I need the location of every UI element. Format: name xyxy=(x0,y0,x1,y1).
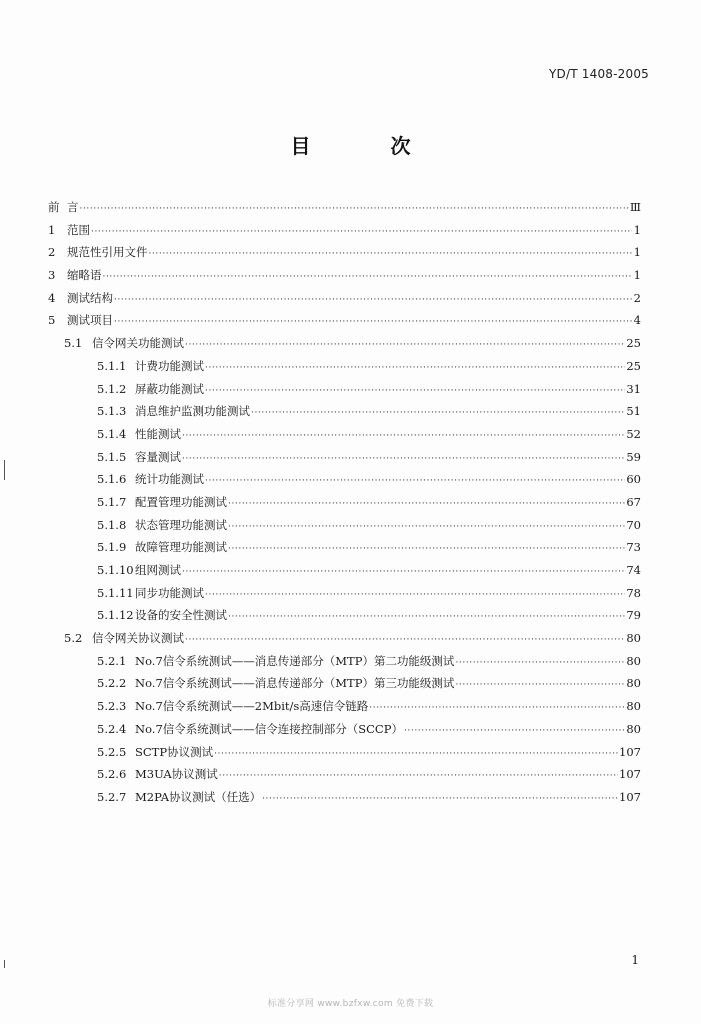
toc-entry[interactable] xyxy=(48,423,641,446)
toc-dot-leader xyxy=(228,516,625,539)
toc-entry-number: 5.2.3 xyxy=(97,699,127,714)
toc-entry-number: 5.1.3 xyxy=(97,404,127,419)
toc-dot-leader xyxy=(262,788,618,811)
toc-entry-page: Ⅲ xyxy=(629,200,641,214)
toc-entry-number: 5.1.11 xyxy=(97,585,134,600)
toc-entry-title: 信令网关协议测试 xyxy=(92,631,184,646)
toc-entry-number: 5.2.1 xyxy=(97,653,127,668)
toc-dot-leader xyxy=(185,629,625,652)
toc-entry[interactable] xyxy=(48,355,641,378)
toc-entry-title: 同步功能测试 xyxy=(135,585,204,600)
toc-dot-leader xyxy=(228,538,625,561)
toc-dot-leader xyxy=(205,380,625,403)
toc-entry-page: 2 xyxy=(633,290,641,305)
toc-entry-title: 设备的安全性测试 xyxy=(135,608,227,623)
toc-dot-leader xyxy=(228,606,625,629)
toc-entry-title: M3UA协议测试 xyxy=(135,767,218,782)
toc-entry[interactable] xyxy=(48,559,641,582)
toc-entry[interactable] xyxy=(48,264,641,287)
toc-entry-page: 4 xyxy=(633,313,641,328)
toc-entry-title: No.7信令系统测试——消息传递部分（MTP）第二功能级测试 xyxy=(135,653,455,668)
toc-entry[interactable] xyxy=(48,786,641,809)
toc-entry-title: M2PA协议测试（任选） xyxy=(135,789,262,804)
toc-entry-number: 5.1.9 xyxy=(97,540,127,555)
standard-code: YD/T 1408-2005 xyxy=(549,67,649,81)
toc-entry-title: 言 xyxy=(67,200,79,214)
toc-entry-page: 59 xyxy=(626,449,641,464)
toc-entry-page: 78 xyxy=(626,585,641,600)
toc-entry-title: 配置管理功能测试 xyxy=(135,494,227,509)
toc-entry-number: 3 xyxy=(48,268,56,283)
toc-entry-page: 67 xyxy=(626,494,641,509)
toc-entry-number: 5.2.6 xyxy=(97,767,127,782)
toc-entry-page: 60 xyxy=(626,472,641,487)
toc-entry-number: 5.2 xyxy=(64,631,83,646)
toc-entry[interactable] xyxy=(48,514,641,537)
toc-dot-leader xyxy=(114,311,632,334)
page-number: 1 xyxy=(631,953,639,967)
toc-entry[interactable] xyxy=(48,491,641,514)
toc-entry[interactable] xyxy=(48,604,641,627)
toc-dot-leader xyxy=(80,198,629,221)
margin-mark xyxy=(4,960,5,968)
toc-dot-leader xyxy=(185,334,625,357)
toc-entry[interactable] xyxy=(48,446,641,469)
toc-entry-number: 5.1.7 xyxy=(97,494,127,509)
page-title: 目 次 xyxy=(290,134,441,158)
toc-entry-page: 79 xyxy=(626,608,641,623)
toc-entry-page: 80 xyxy=(626,653,641,668)
toc-dot-leader xyxy=(205,584,625,607)
toc-entry-page: 80 xyxy=(626,676,641,691)
toc-entry-title: 测试结构 xyxy=(67,290,113,305)
toc-dot-leader xyxy=(219,765,618,788)
toc-dot-leader xyxy=(103,266,633,289)
toc-dot-leader xyxy=(369,697,625,720)
toc-dot-leader xyxy=(182,425,625,448)
toc-entry-page: 80 xyxy=(626,631,641,646)
toc-entry-page: 1 xyxy=(633,245,641,260)
toc-dot-leader xyxy=(182,448,625,471)
toc-entry[interactable] xyxy=(48,332,641,355)
toc-entry-number: 前 xyxy=(48,200,60,214)
toc-entry[interactable] xyxy=(48,219,641,242)
toc-dot-leader xyxy=(149,243,633,266)
toc-dot-leader xyxy=(214,743,618,766)
toc-entry[interactable] xyxy=(48,763,641,786)
toc-entry-number: 2 xyxy=(48,245,56,260)
toc-entry-page: 31 xyxy=(626,381,641,396)
toc-entry-title: 组网测试 xyxy=(135,563,181,577)
footer-watermark: 标准分享网 www.bzfxw.com 免费下载 xyxy=(267,999,434,1009)
toc-entry-number: 5 xyxy=(48,313,56,328)
toc-entry[interactable] xyxy=(48,672,641,695)
toc-entry-title: 规范性引用文件 xyxy=(67,245,148,260)
toc-dot-leader xyxy=(455,674,625,697)
toc-entry-title: 统计功能测试 xyxy=(135,472,204,487)
toc-entry-number: 5.2.5 xyxy=(97,744,127,759)
toc-entry-title: No.7信令系统测试——消息传递部分（MTP）第三功能级测试 xyxy=(135,676,455,691)
table-of-contents xyxy=(48,196,641,809)
toc-dot-leader xyxy=(251,402,625,425)
toc-entry-page: 1 xyxy=(633,222,641,237)
toc-entry-number: 5.1 xyxy=(64,336,83,351)
toc-entry[interactable] xyxy=(48,627,641,650)
toc-entry-page: 25 xyxy=(626,336,641,351)
toc-entry-page: 70 xyxy=(626,517,641,532)
toc-entry-title: No.7信令系统测试——信令连接控制部分（SCCP） xyxy=(135,721,403,736)
toc-entry-number: 5.1.6 xyxy=(97,472,127,487)
toc-entry-page: 107 xyxy=(619,767,641,782)
toc-entry-title: 性能测试 xyxy=(135,426,181,441)
toc-entry-number: 5.1.8 xyxy=(97,517,127,532)
toc-entry[interactable] xyxy=(48,582,641,605)
toc-entry-number: 1 xyxy=(48,222,56,237)
toc-entry-number: 5.1.2 xyxy=(97,381,127,396)
toc-dot-leader xyxy=(91,221,632,244)
toc-entry-page: 25 xyxy=(626,358,641,373)
toc-entry-page: 80 xyxy=(626,699,641,714)
toc-entry[interactable] xyxy=(48,309,641,332)
toc-entry[interactable] xyxy=(48,718,641,741)
toc-entry[interactable] xyxy=(48,741,641,764)
toc-entry-title: 屏蔽功能测试 xyxy=(135,381,204,396)
toc-entry-number: 4 xyxy=(48,290,56,305)
toc-entry-number: 5.1.10 xyxy=(97,563,134,577)
toc-entry[interactable] xyxy=(48,241,641,264)
toc-entry[interactable] xyxy=(48,468,641,491)
toc-entry[interactable] xyxy=(48,695,641,718)
toc-dot-leader xyxy=(114,289,632,312)
toc-dot-leader xyxy=(182,561,625,584)
toc-entry-title: 消息维护监测功能测试 xyxy=(135,404,250,419)
toc-entry[interactable] xyxy=(48,650,641,673)
toc-entry-page: 107 xyxy=(619,744,641,759)
toc-entry-title: 测试项目 xyxy=(67,313,113,328)
toc-dot-leader xyxy=(205,470,625,493)
toc-entry[interactable] xyxy=(48,196,641,219)
toc-entry-number: 5.2.7 xyxy=(97,789,127,804)
toc-entry-title: 故障管理功能测试 xyxy=(135,540,227,555)
toc-entry-number: 5.1.4 xyxy=(97,426,127,441)
toc-entry-title: 缩略语 xyxy=(67,268,102,283)
margin-mark xyxy=(4,460,5,480)
toc-entry-page: 107 xyxy=(619,789,641,804)
toc-entry-title: 容量测试 xyxy=(135,449,181,464)
toc-entry[interactable] xyxy=(48,287,641,310)
toc-entry-number: 5.1.1 xyxy=(97,358,127,373)
toc-entry-title: SCTP协议测试 xyxy=(135,744,214,759)
toc-entry-title: 范围 xyxy=(67,222,90,237)
toc-entry-title: No.7信令系统测试——2Mbit/s高速信令链路 xyxy=(135,699,369,714)
toc-dot-leader xyxy=(228,493,625,516)
toc-entry-page: 52 xyxy=(626,426,641,441)
toc-dot-leader xyxy=(205,357,625,380)
toc-entry-page: 73 xyxy=(626,540,641,555)
toc-entry-title: 状态管理功能测试 xyxy=(135,517,227,532)
toc-entry-number: 5.2.4 xyxy=(97,721,127,736)
toc-entry-page: 51 xyxy=(626,404,641,419)
toc-dot-leader xyxy=(404,720,625,743)
toc-entry-number: 5.1.5 xyxy=(97,449,127,464)
toc-entry-number: 5.2.2 xyxy=(97,676,127,691)
toc-entry[interactable] xyxy=(48,378,641,401)
toc-entry[interactable] xyxy=(48,400,641,423)
toc-entry-page: 1 xyxy=(633,268,641,283)
toc-dot-leader xyxy=(455,652,625,675)
toc-entry-title: 计费功能测试 xyxy=(135,358,204,373)
toc-entry-number: 5.1.12 xyxy=(97,608,134,623)
toc-entry-page: 80 xyxy=(626,721,641,736)
toc-entry[interactable] xyxy=(48,536,641,559)
toc-entry-title: 信令网关功能测试 xyxy=(92,336,184,351)
toc-entry-page: 74 xyxy=(626,563,641,577)
